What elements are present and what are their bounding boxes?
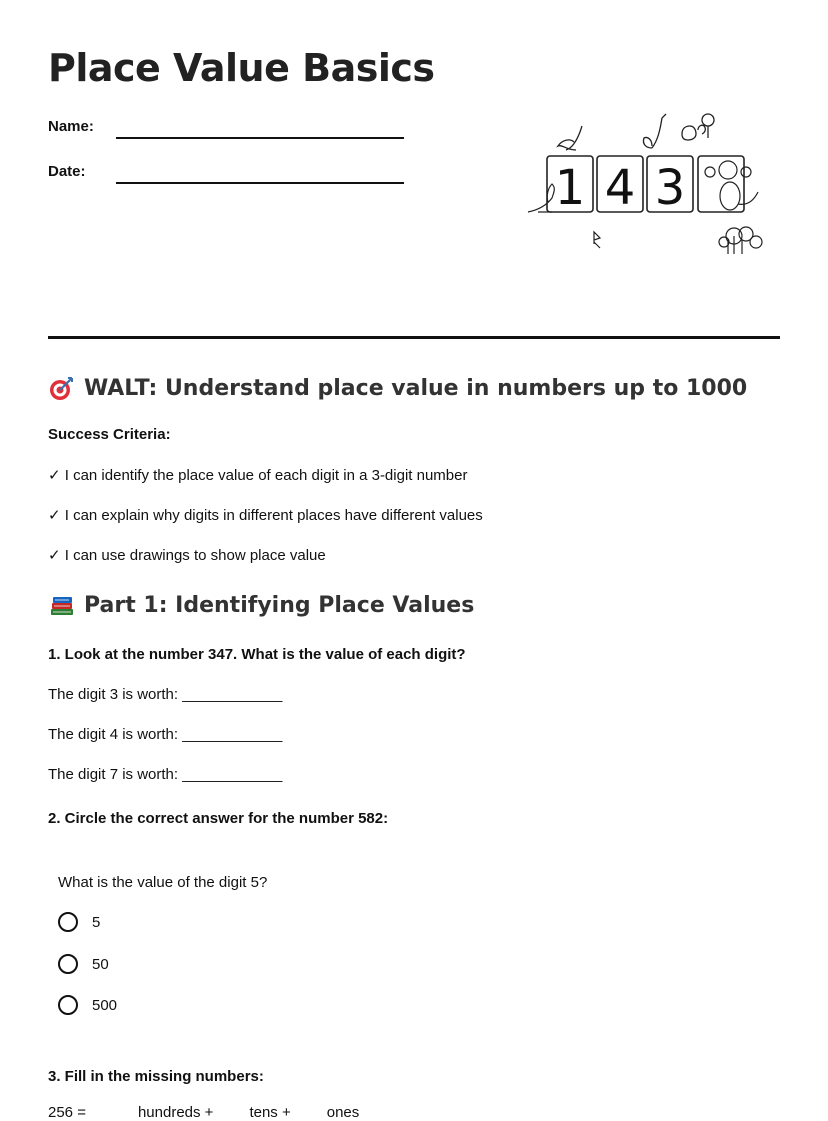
option-label: 500 [92,996,118,1014]
worksheet-title: Place Value Basics [48,46,435,90]
hundreds-label: hundreds + [137,1104,214,1121]
answer-line[interactable]: The digit 3 is worth: ____________ [48,686,283,703]
walt-heading [48,374,747,402]
digit-cards [547,156,744,216]
success-item: ✓ I can use drawings to show place value [48,547,326,564]
option-row[interactable] [58,995,117,1015]
kangaroo-left-icon [558,126,582,150]
section-divider [48,336,780,339]
date-field[interactable] [116,182,404,184]
digit-ones: 3 [654,160,686,216]
answer-line[interactable]: The digit 7 is worth: ____________ [48,766,283,783]
digit-hundreds: 1 [554,160,586,216]
books-icon [48,591,76,619]
tens-label: tens + [249,1104,291,1121]
cats-icon [682,125,705,140]
fill-number: 256 = [48,1104,86,1121]
option-row[interactable] [58,954,109,974]
radio-button[interactable] [58,912,78,932]
radio-button[interactable] [58,954,78,974]
question-2-text: What is the value of the digit 5? [58,874,268,891]
option-row[interactable] [58,912,100,932]
tree-icon [719,227,762,254]
name-field[interactable] [116,137,404,139]
success-item: ✓ I can identify the place value of each digit in a 3-digit number [48,467,468,484]
ones-label: ones [326,1104,360,1121]
fill-in-line [48,1104,359,1121]
option-label: 5 [92,913,101,931]
part1-heading [48,591,474,619]
success-item: ✓ I can explain why digits in different places have different values [48,507,483,524]
question-2-prompt: 2. Circle the correct answer for the number 582: [48,810,389,827]
digit-tens: 4 [604,160,636,216]
question-3-prompt: 3. Fill in the missing numbers: [48,1068,264,1085]
giraffe-icon [643,114,666,148]
flower-icon [702,114,714,126]
option-label: 50 [92,955,109,973]
tens-blank[interactable] [213,1104,249,1121]
question-1-prompt: 1. Look at the number 347. What is the value of each digit? [48,646,466,663]
name-label: Name: [48,118,94,135]
walt-heading-text: WALT: Understand place value in numbers up to 1000 [84,375,748,401]
place-value-illustration [522,104,778,276]
radio-button[interactable] [58,995,78,1015]
flag-icon [594,232,600,248]
answer-line[interactable]: The digit 4 is worth: ____________ [48,726,283,743]
target-icon [48,374,76,402]
date-label: Date: [48,163,86,180]
success-criteria-heading: Success Criteria: [48,426,171,443]
part1-heading-text: Part 1: Identifying Place Values [84,592,475,618]
hundreds-blank[interactable] [86,1104,138,1121]
ones-blank[interactable] [291,1104,327,1121]
